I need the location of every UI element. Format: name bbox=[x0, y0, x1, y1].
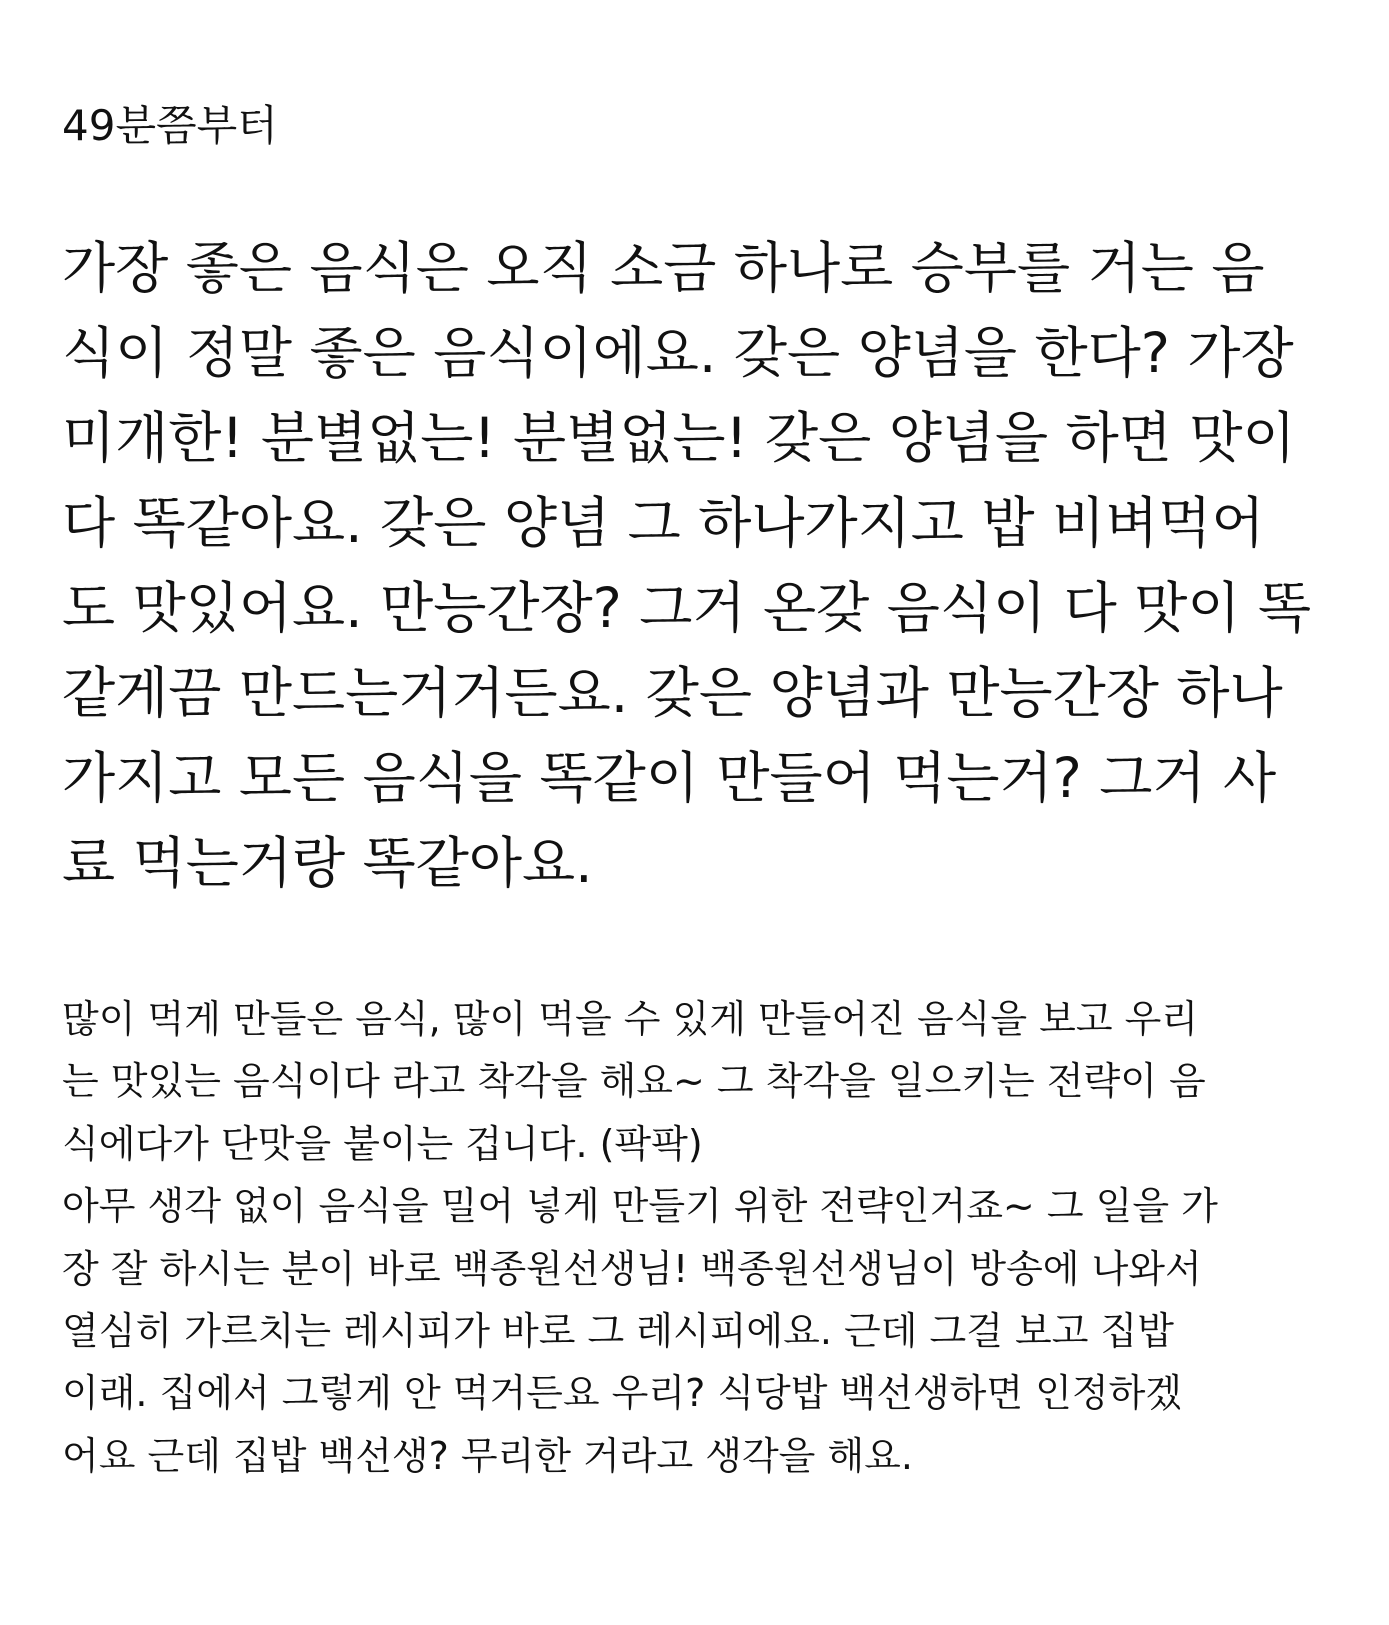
quote-line: 도 맛있어요. 만능간장? 그거 온갖 음식이 다 맛이 똑 bbox=[62, 576, 1312, 640]
timestamp-label: 49분쯤부터 bbox=[62, 101, 278, 150]
commentary-line: 장 잘 하시는 분이 바로 백종원선생님! 백종원선생님이 방송에 나와서 bbox=[62, 1246, 1202, 1291]
quote-line: 미개한! 분별없는! 분별없는! 갖은 양념을 하면 맛이 bbox=[62, 406, 1296, 470]
commentary-line: 어요 근데 집밥 백선생? 무리한 거라고 생각을 해요. bbox=[62, 1433, 913, 1478]
quote-line: 가장 좋은 음식은 오직 소금 하나로 승부를 거는 음 bbox=[62, 236, 1265, 300]
commentary-line: 이래. 집에서 그렇게 안 먹거든요 우리? 식당밥 백선생하면 인정하겠 bbox=[62, 1371, 1182, 1416]
quote-line: 가지고 모든 음식을 똑같이 만들어 먹는거? 그거 사 bbox=[62, 746, 1277, 810]
quote-line: 료 먹는거랑 똑같아요. bbox=[62, 831, 593, 895]
commentary-line: 많이 먹게 만들은 음식, 많이 먹을 수 있게 만들어진 음식을 보고 우리 bbox=[62, 997, 1199, 1041]
commentary-line: 는 맛있는 음식이다 라고 착각을 해요~ 그 착각을 일으키는 전략이 음 bbox=[62, 1059, 1206, 1104]
commentary-line: 아무 생각 없이 음식을 밀어 넣게 만들기 위한 전략인거죠~ 그 일을 가 bbox=[62, 1184, 1218, 1229]
quote-line: 다 똑같아요. 갖은 양념 그 하나가지고 밥 비벼먹어 bbox=[62, 491, 1265, 555]
quote-line: 식이 정말 좋은 음식이에요. 갖은 양념을 한다? 가장 bbox=[62, 321, 1294, 385]
quote-paragraph bbox=[62, 226, 1311, 906]
commentary-line: 식에다가 단맛을 붙이는 겁니다. (팍팍) bbox=[62, 1121, 703, 1166]
commentary-line: 열심히 가르치는 레시피가 바로 그 레시피에요. 근데 그걸 보고 집밥 bbox=[62, 1309, 1174, 1354]
commentary-paragraph bbox=[62, 988, 1218, 1487]
quote-line: 같게끔 만드는거거든요. 갖은 양념과 만능간장 하나 bbox=[62, 661, 1283, 725]
